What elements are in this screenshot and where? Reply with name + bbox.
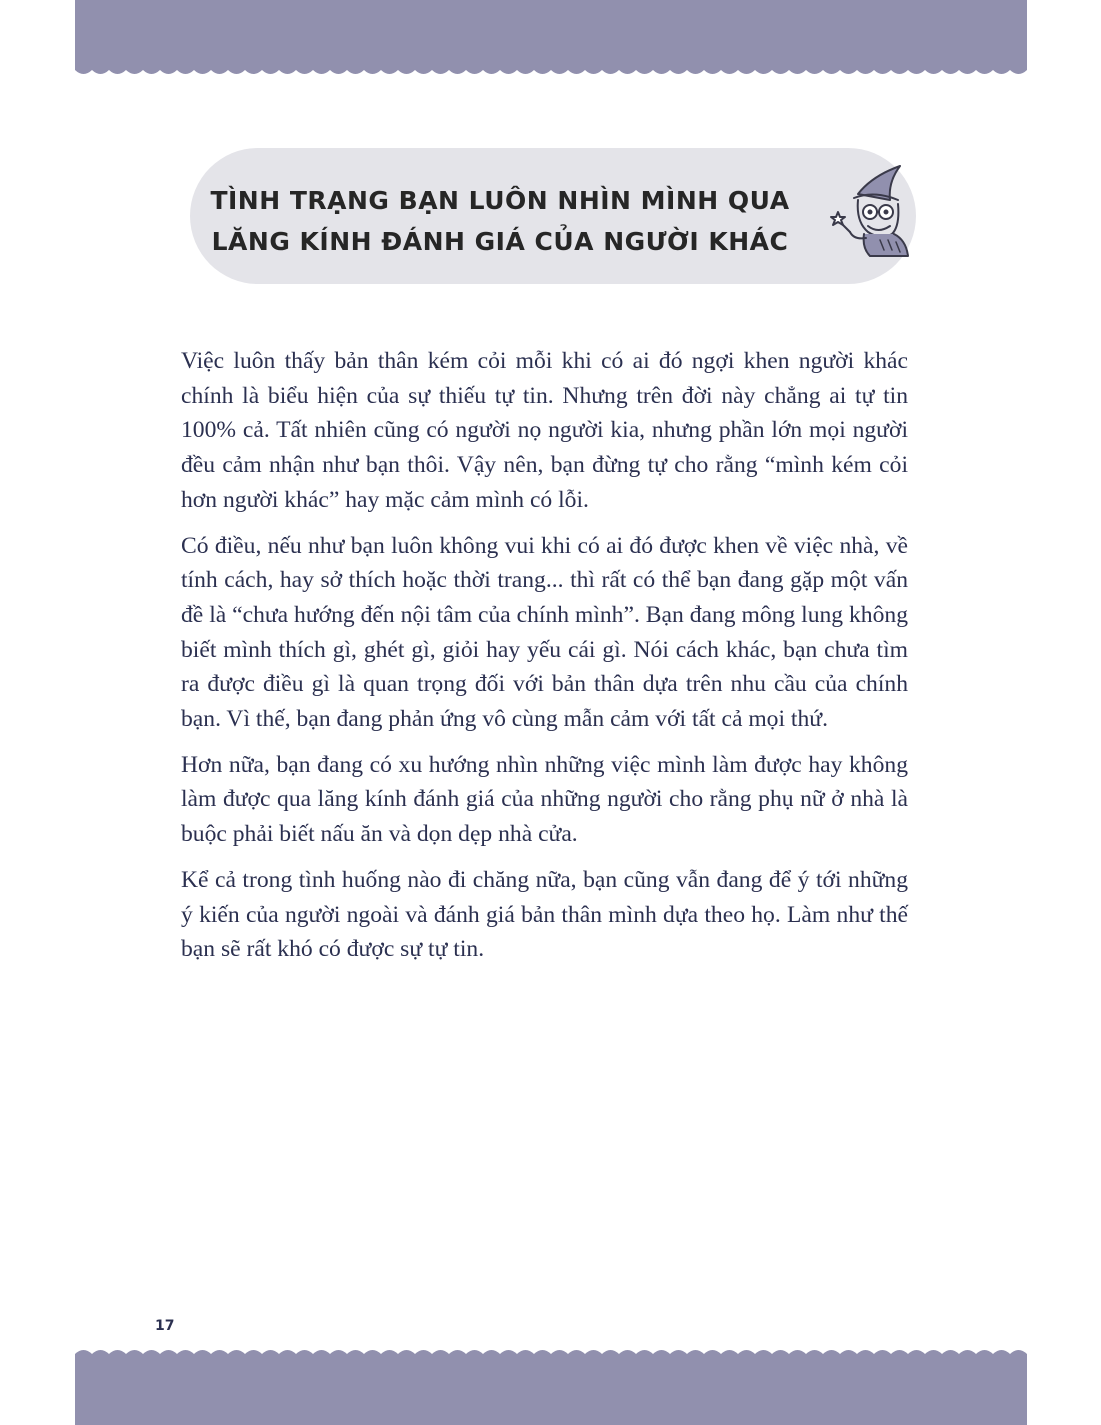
top-decorative-band bbox=[75, 0, 1027, 82]
paragraph: Kể cả trong tình huống nào đi chăng nữa, bạn cũng vẫn đang để ý tới những ý kiến của người ngoài và đánh giá bản thân mình dựa theo họ. Làm như thế bạn sẽ rất khó có được sự tự tin. bbox=[181, 866, 908, 963]
paragraph: Việc luôn thấy bản thân kém cỏi mỗi khi có ai đó ngợi khen người khác chính là biểu hiện của sự thiếu tự tin. Nhưng trên đời này chẳng ai tự tin 100% cả. Tất nhiên cũng có người nọ người kia, nhưng phần lớn mọi người đều cảm nhận như bạn thôi. Vậy nên, bạn đừng tự cho rằng “mình kém cỏi hơn người khác” hay mặc cảm mình có lỗi. bbox=[181, 348, 908, 513]
page-number: 17 bbox=[155, 1318, 175, 1334]
section-title-line-2: LĂNG KÍNH ĐÁNH GIÁ CỦA NGƯỜI KHÁC bbox=[211, 227, 789, 256]
paragraph: Có điều, nếu như bạn luôn không vui khi có ai đó được khen về việc nhà, về tính cách, hay sở thích hoặc thời trang... thì rất có thể bạn đang gặp một vấn đề là “chưa hướng đến nội tâm của chính mình”. Bạn đang mông lung không biết mình thích gì, ghét gì, giỏi hay yếu cái gì. Nói cách khác, bạn chưa tìm ra được điều gì là quan trọng đối với bản thân dựa trên nhu cầu của chính bạn. Vì thế, bạn đang phản ứng vô cùng mẫn cảm với tất cả mọi thứ. bbox=[181, 532, 908, 733]
section-title bbox=[190, 180, 810, 262]
section-title-box bbox=[190, 148, 916, 284]
body-text bbox=[181, 344, 908, 978]
bottom-decorative-band bbox=[75, 1342, 1027, 1425]
section-title-line-1: TÌNH TRẠNG BẠN LUÔN NHÌN MÌNH QUA bbox=[210, 186, 790, 215]
wizard-mascot-icon bbox=[828, 160, 912, 260]
paragraph: Hơn nữa, bạn đang có xu hướng nhìn những việc mình làm được hay không làm được qua lăng kính đánh giá của những người cho rằng phụ nữ ở nhà là buộc phải biết nấu ăn và dọn dẹp nhà cửa. bbox=[181, 751, 908, 848]
